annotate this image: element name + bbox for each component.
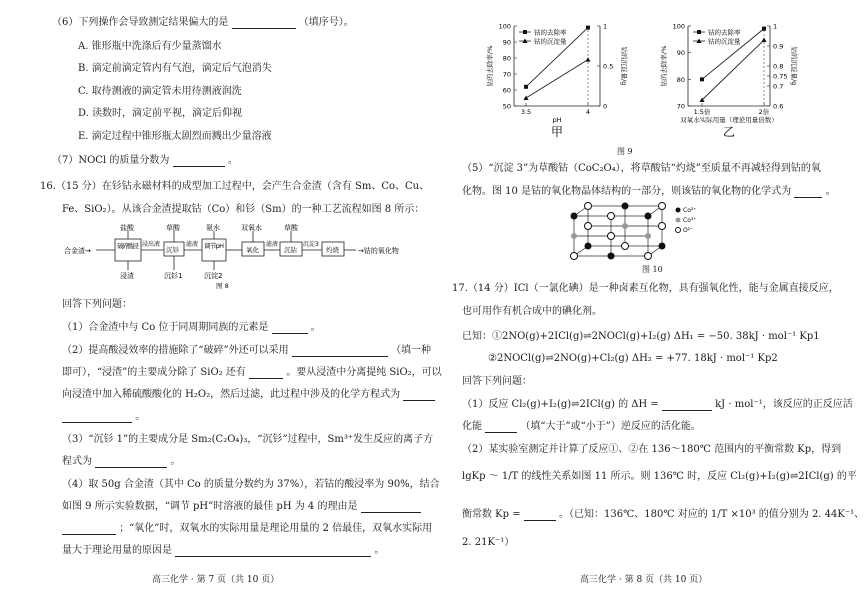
y-tick-label: 60	[502, 86, 511, 95]
q16-1: （1）合金渣中与 Co 位于同周期同族的元素是 。	[62, 322, 321, 333]
y-tick-label: 70	[502, 70, 511, 79]
flow-box-label: 灼烧	[326, 246, 339, 254]
y-axis-label: 钴的去除率/%	[486, 45, 494, 87]
flow-label: 沉淀2	[204, 272, 223, 280]
flow-label: 盐酸	[120, 224, 134, 232]
q17-intro-1: 17.（14 分）ICl（一氯化碘）是一种卤素互化物，具有强氧化性，能与金属直接反应，	[452, 283, 839, 294]
legend-label: 钴的沉淀量	[534, 37, 567, 46]
q16-2-line1: （2）提高酸浸效率的措施除了“破碎”外还可以采用 （填一种	[62, 345, 431, 356]
q16-5-line2: 化物。图 10 是钴的氧化物晶体结构的一部分，则该钴的氧化物的化学式为 。	[462, 186, 836, 197]
flow-label: 浸出液	[142, 241, 161, 248]
flow-label: 双氧水	[241, 224, 262, 232]
answer-blank[interactable]	[173, 156, 225, 167]
flow-label: 滤液	[266, 241, 279, 248]
q17-2-line3: 衡常数 Kp = 。（已知：136℃、180℃ 对应的 1/T ×10³ 的值分别为 2. 44K⁻¹、	[462, 509, 864, 520]
q16-4-line4: 量大于理论用量的原因是 。	[62, 545, 385, 556]
data-point	[700, 77, 704, 81]
answer-blank[interactable]	[272, 323, 308, 334]
data-point	[586, 57, 591, 62]
data-point	[524, 85, 528, 89]
answer-blank[interactable]	[232, 18, 296, 29]
flow-label: 氨水	[206, 224, 220, 232]
q16-3-line2: 程式为 。	[62, 456, 181, 467]
q16-2-line2: 即可），“浸渣”的主要成分除了 SiO₂ 还有 。要从浸渣中分离提纯 SiO₂，可以	[62, 367, 442, 378]
y-tick-label: 100	[498, 22, 511, 31]
option-e: E. 滴定过程中锥形瓶太剧烈而溅出少量溶液	[78, 131, 272, 142]
q6-text: （6）下列操作会导致测定结果偏大的是	[52, 17, 229, 28]
q16-4-line3: ；“氧化”时，双氧水的实际用量是理论用量的 2 倍最佳，双氧水实际用	[62, 522, 432, 535]
flow-label: 浸渣	[120, 272, 134, 280]
data-point	[524, 96, 529, 101]
flow-box-label: 调节pH	[204, 242, 224, 250]
q16-2-line3: 向浸渣中加入稀硫酸酸化的 H₂O₂，然后过滤，此过程中涉及的化学方程式为	[62, 388, 435, 401]
data-point	[762, 38, 767, 43]
answer-blank[interactable]	[249, 368, 283, 379]
chart-label: 乙	[722, 125, 736, 139]
x-axis-label: 双氧水实际用量（理论用量倍数）	[680, 116, 778, 124]
y2-tick-label: 0.7	[773, 82, 784, 91]
y-tick-label: 80	[502, 54, 511, 63]
chart-jia	[480, 18, 640, 148]
q17-2-line2: lgKp ～ 1/T 的线性关系如图 11 所示。则 136℃ 时，反应 Cl₂(g)+I₂(g)⇌2ICl(g) 的平	[462, 471, 857, 482]
flow-label: 草酸	[166, 224, 180, 232]
flow-label: 合金渣→	[64, 247, 91, 255]
x-tick-label: 2倍	[758, 108, 770, 116]
flow-box-label: 破碎酸浸	[117, 242, 139, 250]
x-tick-label: 1.5倍	[693, 108, 711, 116]
figure-caption: 图 10	[642, 265, 663, 274]
legend-label: Co²⁺	[683, 207, 697, 214]
answer-blank[interactable]	[662, 400, 712, 411]
page-8	[430, 0, 864, 592]
q17-intro-2: 也可用作有机合成中的碘化剂。	[462, 306, 602, 317]
x-axis-label: pH	[552, 116, 562, 124]
y2-axis-label: 钴的沉淀量/g	[790, 46, 798, 86]
series-line	[526, 60, 588, 98]
legend-label: 钴的去除率	[534, 28, 567, 37]
option-b: B. 滴定前滴定管内有气泡，滴定后气泡消失	[78, 63, 272, 74]
process-flow-diagram	[60, 222, 399, 290]
answer-blank[interactable]	[292, 346, 388, 357]
answer-blank[interactable]	[175, 546, 371, 557]
y2-tick-label: 1	[773, 22, 778, 31]
q17-1-line1: （1）反应 Cl₂(g)+I₂(g)⇌2ICl(g) 的 ΔH = kJ · mol⁻¹，该反应的正反应活	[462, 399, 853, 410]
y2-tick-label: 0.6	[773, 102, 784, 111]
option-a: A. 锥形瓶中洗涤后有少量蒸馏水	[78, 41, 222, 52]
q7-line: （7）NOCl 的质量分数为 。	[52, 155, 238, 166]
q17-reaction-2: ②2NOCl(g)⇌2NO(g)+Cl₂(g) ΔH₂ = +77. 18kJ · mol⁻¹ Kp2	[488, 353, 778, 364]
y2-axis-label: 钴的沉淀量/g	[620, 46, 628, 86]
series-line	[702, 40, 764, 100]
flow-label: 沉淀3	[303, 241, 319, 248]
y-tick-label: 100	[672, 22, 685, 31]
y2-tick-label: 0.5	[603, 62, 614, 71]
y2-tick-label: 1	[603, 22, 608, 31]
y2-tick-label: 0.75	[773, 72, 788, 81]
answer-blank[interactable]	[62, 524, 116, 535]
legend-marker	[523, 30, 527, 34]
answer-blank[interactable]	[361, 502, 421, 513]
q17-2-line1: （2）某实验室测定并计算了反应①、②在 136～180℃ 范围内的平衡常数 Kp，得到	[462, 444, 842, 455]
flow-label: 沉钐1	[164, 272, 183, 280]
y-tick-label: 70	[676, 102, 685, 111]
legend-label: 钴的去除率	[708, 28, 741, 37]
answer-blank[interactable]	[95, 457, 167, 468]
x-tick-label: 3.5	[520, 108, 532, 116]
y-tick-label: 90	[676, 49, 685, 58]
legend-label: Co³⁺	[683, 217, 697, 224]
y-tick-label: 90	[502, 38, 511, 47]
page-footer: 高三化学 · 第 8 页（共 10 页）	[580, 575, 708, 585]
q16-2-line4: 。	[62, 410, 145, 423]
flow-box-label: 氧化	[246, 246, 259, 254]
answer-blank[interactable]	[62, 412, 132, 423]
chart-yi	[640, 18, 820, 148]
q16-4-line2: 如图 9 所示实验数据，“调节 pH”时溶液的最佳 pH 为 4 的理由是	[62, 500, 421, 513]
y2-tick-label: 0	[603, 102, 608, 111]
y2-tick-label: 0.9	[773, 42, 784, 51]
legend-marker	[697, 30, 701, 34]
chart-label: 甲	[550, 125, 564, 139]
q16-3-line1: （3）“沉钐 1”的主要成分是 Sm₂(C₂O₄)₃，“沉钐”过程中，Sm³⁺发生反应的离子方	[62, 434, 434, 445]
answer-blank[interactable]	[485, 422, 517, 433]
q17-2-line4: 2. 21K⁻¹）	[462, 537, 515, 548]
y2-tick-label: 0.8	[773, 62, 784, 71]
page-footer: 高三化学 · 第 7 页（共 10 页）	[152, 575, 280, 585]
crystal-structure-diagram	[570, 202, 720, 262]
x-tick-label: 4	[585, 108, 591, 116]
flow-box-label: 沉钴	[284, 246, 297, 254]
q17-reaction-1: 已知：①2NO(g)+2ICl(g)⇌2NOCl(g)+I₂(g) ΔH₁ = −50. 38kJ · mol⁻¹ Kp1	[462, 331, 820, 342]
flow-label: →钴的氧化物	[358, 247, 399, 255]
figure-caption: 图 9	[617, 147, 633, 156]
option-c: C. 取待测液的滴定管未用待测液润洗	[78, 86, 242, 97]
q16-4-line1: （4）取 50g 合金渣（其中 Co 的质量分数约为 37%），若钴的酸浸率为 90%，结合	[62, 479, 440, 490]
figure-caption: 图 8	[216, 282, 229, 290]
y-tick-label: 80	[676, 75, 685, 84]
y-tick-label: 50	[502, 102, 511, 111]
q16-intro-2: Fe、SiO₂）。从该合金渣提取钴（Co）和钐（Sm）的一种工艺流程如图 8 所示：	[62, 204, 425, 215]
q16-5-line1: （5）“沉淀 3”为草酸钴（CoC₂O₄），将草酸钴“灼烧”至质量不再减轻得到钴的氧	[462, 163, 821, 174]
answer-blank[interactable]	[794, 187, 822, 198]
q17-1-line2: 化能 （填“大于”或“小于”）逆反应的活化能。	[462, 421, 701, 432]
y-axis-label: 钴的去除率/%	[660, 45, 668, 87]
option-d: D. 读数时，滴定前平视，滴定后仰视	[78, 108, 243, 119]
flow-box-label: 沉钐	[166, 246, 179, 254]
flow-label: 滤液	[186, 241, 199, 248]
answer-blank[interactable]	[524, 510, 556, 521]
legend-label: 钴的沉淀量	[708, 37, 741, 46]
data-point	[762, 27, 766, 31]
flow-label: 草酸	[284, 224, 298, 232]
answer-prompt: 回答下列问题：	[62, 299, 132, 310]
data-point	[586, 26, 590, 30]
answer-prompt: 回答下列问题：	[462, 376, 532, 387]
q6-line: （6）下列操作会导致测定结果偏大的是 （填序号）。	[52, 17, 354, 28]
q16-intro-1: 16.（15 分）在钐钴永磁材料的成型加工过程中，会产生合金渣（含有 Sm、Co、Cu、	[40, 181, 430, 192]
legend-label: O²⁻	[683, 227, 694, 234]
